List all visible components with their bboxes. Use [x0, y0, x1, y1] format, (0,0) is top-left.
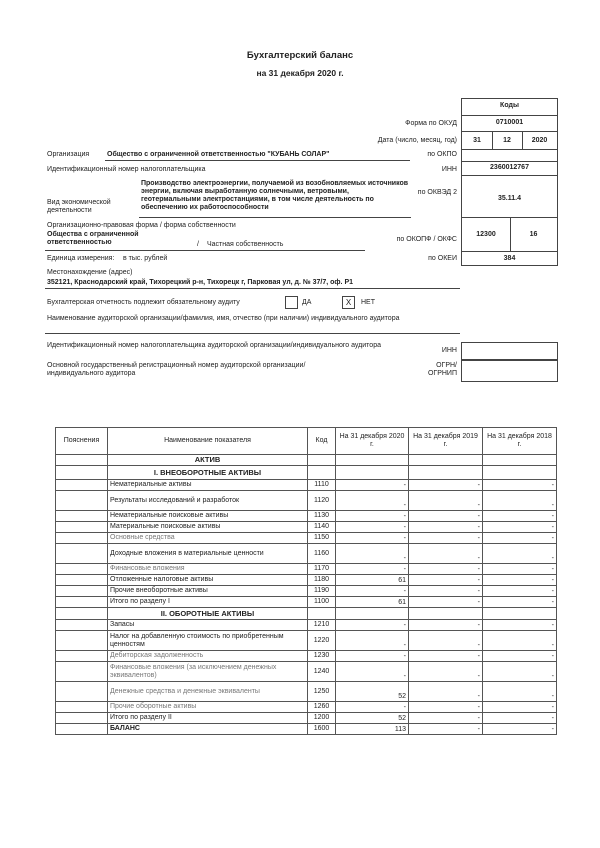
form-separator: / [197, 241, 199, 248]
notes-cell [56, 533, 108, 544]
indicator-code: 1100 [308, 597, 336, 608]
table-row [56, 564, 557, 575]
table-row [56, 682, 557, 702]
inn-value: 2360012767 [490, 164, 529, 171]
value-2020: 61 [336, 597, 409, 608]
value-2018: - [483, 511, 557, 522]
okud-label: Форма по ОКУД [405, 120, 457, 127]
value-2020: - [336, 586, 409, 597]
indicator-code: 1210 [308, 620, 336, 631]
form-value-1: Общества с ограниченной ответственностью [47, 231, 139, 246]
codes-box [461, 98, 558, 266]
value-2019: - [409, 586, 483, 597]
okud-value: 0710001 [495, 119, 524, 126]
table-row [56, 491, 557, 511]
indicator-name: Прочие оборотные активы [108, 702, 308, 713]
indicator-code: 1120 [308, 491, 336, 511]
section2-title: II. ОБОРОТНЫЕ АКТИВЫ [108, 608, 308, 620]
okfs-value: 16 [529, 231, 538, 238]
value-2020: - [336, 564, 409, 575]
page-title: Бухгалтерский баланс [246, 50, 354, 61]
auditor-ogrn-box[interactable] [461, 360, 558, 382]
indicator-code: 1200 [308, 713, 336, 724]
value-2020: - [336, 511, 409, 522]
notes-cell [56, 522, 108, 533]
notes-cell [56, 575, 108, 586]
notes-cell [56, 511, 108, 522]
table-row [56, 713, 557, 724]
indicator-name: Запасы [108, 620, 308, 631]
indicator-code: 1190 [308, 586, 336, 597]
audit-required-label: Бухгалтерская отчетность подлежит обязательному аудиту [47, 299, 240, 306]
value-2020: 52 [336, 713, 409, 724]
notes-cell [56, 597, 108, 608]
balance-table [55, 427, 557, 735]
value-2019: - [409, 522, 483, 533]
value-2020: - [336, 533, 409, 544]
unit-label: Единица измерения: [47, 255, 115, 262]
indicator-code: 1140 [308, 522, 336, 533]
value-2018: - [483, 544, 557, 564]
auditor-inn-box[interactable] [461, 342, 558, 360]
value-2020: 113 [336, 724, 409, 735]
col-2018: На 31 декабря 2018 г. [483, 428, 557, 455]
value-2020: - [336, 631, 409, 651]
notes-cell [56, 682, 108, 702]
value-2019: - [409, 491, 483, 511]
indicator-code: 1150 [308, 533, 336, 544]
audit-yes-checkbox[interactable] [285, 296, 298, 309]
location-value: 352121, Краснодарский край, Тихорецкий р-н, Тихорецк г, Парковая ул, д. № 37/7, оф. Р1 [47, 279, 354, 286]
report-date: на 31 декабря 2020 г. [256, 68, 344, 78]
form-label: Организационно-правовая форма / форма собственности [47, 222, 236, 229]
value-2019: - [409, 662, 483, 682]
notes-cell [56, 713, 108, 724]
value-2018: - [483, 620, 557, 631]
table-row [56, 544, 557, 564]
indicator-name: Налог на добавленную стоимость по приобретенным ценностям [108, 631, 308, 651]
value-2018: - [483, 682, 557, 702]
indicator-code: 1180 [308, 575, 336, 586]
indicator-name: Итого по разделу I [108, 597, 308, 608]
okved-label: по ОКВЭД 2 [417, 189, 457, 196]
indicator-code: 1600 [308, 724, 336, 735]
indicator-code: 1160 [308, 544, 336, 564]
indicator-code: 1260 [308, 702, 336, 713]
value-2018: - [483, 662, 557, 682]
value-2018: - [483, 522, 557, 533]
value-2020: - [336, 651, 409, 662]
value-2018: - [483, 575, 557, 586]
auditor-ogrn-label: Основной государственный регистрационный номер аудиторской организации/индивидуального аудитора [47, 362, 306, 377]
indicator-name: Нематериальные активы [108, 480, 308, 491]
value-2019: - [409, 682, 483, 702]
value-2020: - [336, 620, 409, 631]
table-row [56, 511, 557, 522]
notes-cell [56, 620, 108, 631]
indicator-code: 1230 [308, 651, 336, 662]
location-label: Местонахождение (адрес) [47, 269, 133, 276]
date-label: Дата (число, месяц, год) [377, 137, 457, 144]
value-2020: - [336, 702, 409, 713]
indicator-name: Доходные вложения в материальные ценности [108, 544, 308, 564]
value-2019: - [409, 544, 483, 564]
value-2019: - [409, 564, 483, 575]
value-2018: - [483, 702, 557, 713]
activity-label: Вид экономической деятельности [47, 199, 111, 214]
auditor-inn-label: Идентификационный номер налогоплательщика аудиторской организации/индивидуального аудитора [47, 342, 381, 349]
table-row [56, 480, 557, 491]
value-2018: - [483, 564, 557, 575]
date-month: 12 [503, 137, 511, 144]
col-code: Код [308, 428, 336, 455]
indicator-name: Итого по разделу II [108, 713, 308, 724]
notes-cell [56, 491, 108, 511]
table-row [56, 702, 557, 713]
notes-cell [56, 631, 108, 651]
auditor-inn-code: ИНН [441, 347, 457, 354]
audit-no-checkbox[interactable]: X [342, 296, 355, 309]
indicator-name: Денежные средства и денежные эквиваленты [108, 682, 308, 702]
okei-value: 384 [503, 255, 516, 262]
value-2018: - [483, 724, 557, 735]
indicator-name: Финансовые вложения [108, 564, 308, 575]
value-2018: - [483, 533, 557, 544]
indicator-code: 1130 [308, 511, 336, 522]
value-2018: - [483, 480, 557, 491]
table-header-row [56, 428, 557, 455]
indicator-code: 1220 [308, 631, 336, 651]
notes-cell [56, 564, 108, 575]
indicator-code: 1110 [308, 480, 336, 491]
unit-value: в тыс. рублей [123, 255, 168, 262]
table-row [56, 575, 557, 586]
notes-cell [56, 651, 108, 662]
activity-value: Производство электроэнергии, получаемой из возобновляемых источников энергии, включая выработанную солнечными, ветровыми, геотермальными электростанциями, в том числе деятельность по обеспечению их работоспособности [141, 180, 409, 211]
table-row [56, 620, 557, 631]
indicator-name: Отложенные налоговые активы [108, 575, 308, 586]
value-2019: - [409, 480, 483, 491]
value-2020: 61 [336, 575, 409, 586]
auditor-ogrn-code: ОГРН/ ОГРНИП [427, 362, 457, 377]
table-row [56, 533, 557, 544]
value-2018: - [483, 586, 557, 597]
inn-code-label: ИНН [441, 166, 457, 173]
value-2019: - [409, 511, 483, 522]
value-2020: - [336, 544, 409, 564]
section1-title: I. ВНЕОБОРОТНЫЕ АКТИВЫ [108, 466, 308, 480]
value-2019: - [409, 575, 483, 586]
col-2020: На 31 декабря 2020 г. [336, 428, 409, 455]
value-2019: - [409, 631, 483, 651]
notes-cell [56, 544, 108, 564]
audit-yes-label: ДА [302, 299, 312, 306]
okopf-label: по ОКОПФ / ОКФС [396, 236, 457, 243]
notes-cell [56, 724, 108, 735]
codes-header: Коды [500, 102, 519, 109]
okved-value: 35.11.4 [498, 195, 521, 202]
indicator-code: 1240 [308, 662, 336, 682]
table-row [56, 522, 557, 533]
notes-cell [56, 586, 108, 597]
indicator-name: Результаты исследований и разработок [108, 491, 308, 511]
okopf-value: 12300 [476, 231, 496, 238]
value-2019: - [409, 713, 483, 724]
value-2019: - [409, 651, 483, 662]
value-2019: - [409, 533, 483, 544]
value-2020: 52 [336, 682, 409, 702]
value-2020: - [336, 480, 409, 491]
value-2020: - [336, 662, 409, 682]
auditor-name-label: Наименование аудиторской организации/фамилия, имя, отчество (при наличии) индивидуального аудитора [47, 315, 400, 322]
indicator-name: Нематериальные поисковые активы [108, 511, 308, 522]
value-2019: - [409, 620, 483, 631]
table-row [56, 662, 557, 682]
audit-no-label: НЕТ [361, 299, 375, 306]
value-2019: - [409, 724, 483, 735]
okpo-label: по ОКПО [427, 151, 457, 158]
indicator-name: БАЛАНС [108, 724, 308, 735]
notes-cell [56, 702, 108, 713]
value-2018: - [483, 597, 557, 608]
col-indicator: Наименование показателя [108, 428, 308, 455]
col-notes: Пояснения [56, 428, 108, 455]
table-row [56, 631, 557, 651]
org-name: Общество с ограниченной ответственностью "КУБАНЬ СОЛАР" [107, 151, 330, 158]
date-day: 31 [473, 137, 481, 144]
form-value-2: Частная собственность [207, 241, 284, 248]
table-row [56, 724, 557, 735]
indicator-code: 1250 [308, 682, 336, 702]
value-2018: - [483, 651, 557, 662]
col-2019: На 31 декабря 2019 г. [409, 428, 483, 455]
inn-label: Идентификационный номер налогоплательщика [47, 166, 206, 173]
notes-cell [56, 662, 108, 682]
indicator-name: Дебиторская задолженность [108, 651, 308, 662]
value-2018: - [483, 491, 557, 511]
okei-label: по ОКЕИ [428, 255, 457, 262]
indicator-name: Финансовые вложения (за исключением денежных эквивалентов) [108, 662, 308, 682]
value-2018: - [483, 631, 557, 651]
indicator-name: Прочие внеоборотные активы [108, 586, 308, 597]
indicator-name: Основные средства [108, 533, 308, 544]
table-row [56, 597, 557, 608]
assets-title: АКТИВ [108, 455, 308, 466]
value-2020: - [336, 491, 409, 511]
table-row [56, 586, 557, 597]
value-2020: - [336, 522, 409, 533]
table-row [56, 651, 557, 662]
value-2018: - [483, 713, 557, 724]
indicator-code: 1170 [308, 564, 336, 575]
org-label: Организация [47, 151, 90, 158]
notes-cell [56, 480, 108, 491]
value-2019: - [409, 702, 483, 713]
date-year: 2020 [531, 137, 548, 144]
value-2019: - [409, 597, 483, 608]
indicator-name: Материальные поисковые активы [108, 522, 308, 533]
